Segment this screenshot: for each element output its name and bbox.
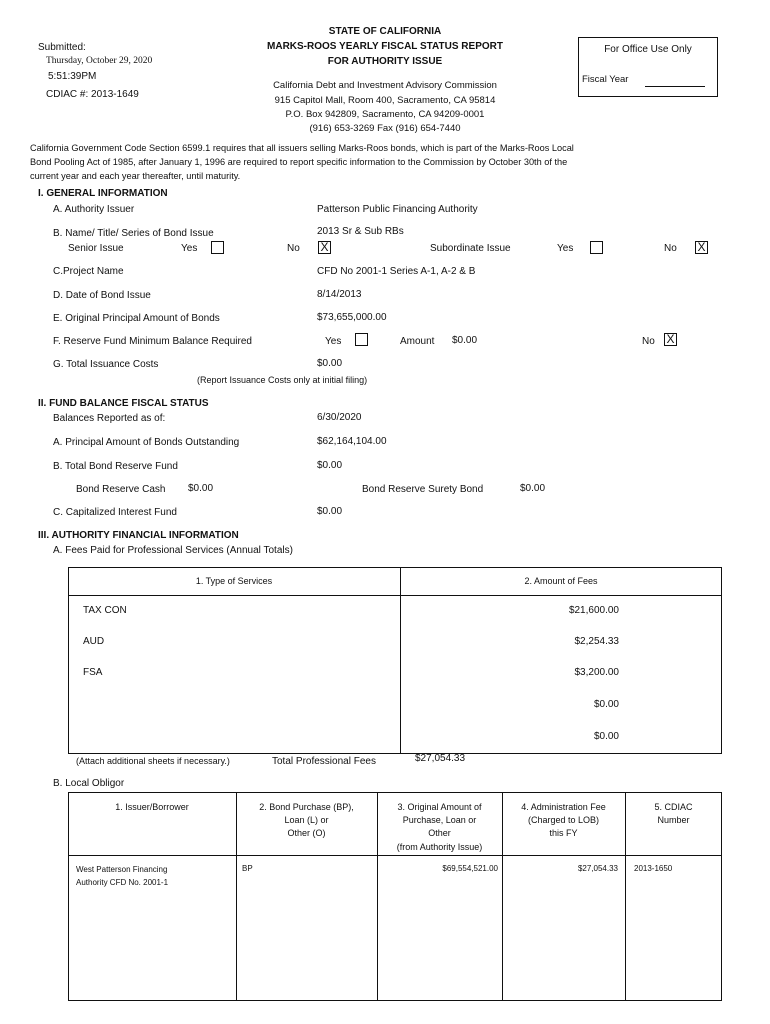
senior-issue-label: Senior Issue xyxy=(68,243,124,254)
cdiac-number: CDIAC #: 2013-1649 xyxy=(46,89,139,100)
title-authority-issue: FOR AUTHORITY ISSUE xyxy=(327,56,443,67)
submitted-date: Thursday, October 29, 2020 xyxy=(46,56,153,66)
fees-col-type-header: 1. Type of Services xyxy=(195,576,273,586)
issuance-costs-value: $0.00 xyxy=(317,358,343,369)
surety-bond-label: Bond Reserve Surety Bond xyxy=(362,484,484,495)
issuance-costs-note: (Report Issuance Costs only at initial filing) xyxy=(197,375,368,385)
senior-no-checkbox[interactable]: X xyxy=(318,241,331,254)
section1-heading: I. GENERAL INFORMATION xyxy=(38,188,168,199)
subordinate-issue-label: Subordinate Issue xyxy=(430,243,511,254)
submitted-time: 5:51:39PM xyxy=(48,71,97,82)
section2-heading: II. FUND BALANCE FISCAL STATUS xyxy=(38,398,209,409)
obligor-h-amount-4: (from Authority Issue) xyxy=(396,842,483,852)
attach-note: (Attach additional sheets if necessary.) xyxy=(76,756,230,766)
obligor-row-type: BP xyxy=(242,864,253,873)
fiscal-year-label: Fiscal Year xyxy=(582,74,629,85)
surety-bond-value: $0.00 xyxy=(520,483,546,494)
fee-row-service: FSA xyxy=(83,667,103,678)
obligor-h-issuer: 1. Issuer/Borrower xyxy=(115,802,189,812)
local-obligor-label: B. Local Obligor xyxy=(53,778,125,789)
obligor-row-fee: $27,054.33 xyxy=(577,864,618,873)
obligor-h-fee-2: (Charged to LOB) xyxy=(527,815,600,825)
intro-line3: current year and each year thereafter, until maturity. xyxy=(30,171,241,181)
authority-issuer-value: Patterson Public Financing Authority xyxy=(317,204,478,215)
subordinate-yes-label: Yes xyxy=(557,243,574,254)
title-report: MARKS-ROOS YEARLY FISCAL STATUS REPORT xyxy=(267,41,503,52)
bond-date-label: D. Date of Bond Issue xyxy=(53,290,151,301)
fee-row-service: AUD xyxy=(83,636,105,647)
fee-row-service: TAX CON xyxy=(83,605,127,616)
submitted-label: Submitted: xyxy=(38,42,86,53)
total-fees-value: $27,054.33 xyxy=(415,753,466,764)
obligor-h-fee-3: this FY xyxy=(549,828,578,838)
fees-col-amount-header: 2. Amount of Fees xyxy=(524,576,598,586)
principal-outstanding-label: A. Principal Amount of Bonds Outstanding xyxy=(53,437,240,448)
office-use-title: For Office Use Only xyxy=(604,44,692,55)
agency-address2: P.O. Box 942809, Sacramento, CA 94209-0001 xyxy=(285,109,485,120)
reserve-no-checkbox[interactable]: X xyxy=(664,333,677,346)
fees-table-header-line xyxy=(68,595,722,596)
intro-line1: California Government Code Section 6599.1 requires that all issuers selling Marks-Roos bonds, which is part of the Marks-Roos Local xyxy=(30,143,574,153)
principal-outstanding-value: $62,164,104.00 xyxy=(317,436,387,447)
fee-row-amount: $2,254.33 xyxy=(574,636,619,647)
reserve-yes-label: Yes xyxy=(325,336,342,347)
reserve-amount-value: $0.00 xyxy=(452,335,478,346)
obligor-h-cdiac-2: Number xyxy=(657,815,690,825)
obligor-h-type-1: 2. Bond Purchase (BP), xyxy=(259,802,354,812)
agency-address1: 915 Capitol Mall, Room 400, Sacramento, CA 95814 xyxy=(274,95,496,106)
fiscal-year-line xyxy=(645,86,705,87)
senior-yes-label: Yes xyxy=(181,243,198,254)
subordinate-yes-checkbox[interactable] xyxy=(590,241,603,254)
reserve-yes-checkbox[interactable] xyxy=(355,333,368,346)
obligor-h-amount-2: Purchase, Loan or xyxy=(402,815,477,825)
section3-heading: III. AUTHORITY FINANCIAL INFORMATION xyxy=(38,530,239,541)
balances-as-of-value: 6/30/2020 xyxy=(317,412,362,423)
reserve-cash-value: $0.00 xyxy=(188,483,214,494)
fee-row-amount: $0.00 xyxy=(593,731,619,742)
bond-reserve-fund-label: B. Total Bond Reserve Fund xyxy=(53,461,178,472)
agency-name: California Debt and Investment Advisory Commission xyxy=(273,80,497,91)
subordinate-no-label: No xyxy=(664,243,677,254)
total-fees-label: Total Professional Fees xyxy=(272,756,376,767)
title-state: STATE OF CALIFORNIA xyxy=(328,26,442,37)
fees-paid-label: A. Fees Paid for Professional Services (Annual Totals) xyxy=(53,545,293,556)
bond-name-label: B. Name/ Title/ Series of Bond Issue xyxy=(53,228,214,239)
obligor-row-amount: $69,554,521.00 xyxy=(442,864,498,873)
obligor-row-issuer-1: West Patterson Financing xyxy=(76,865,168,874)
reserve-no-label: No xyxy=(642,336,655,347)
issuance-costs-label: G. Total Issuance Costs xyxy=(53,359,159,370)
principal-amount-value: $73,655,000.00 xyxy=(317,312,387,323)
obligor-header-line xyxy=(68,855,722,856)
senior-no-label: No xyxy=(287,243,300,254)
agency-phone: (916) 653-3269 Fax (916) 654-7440 xyxy=(309,123,461,134)
obligor-row-cdiac: 2013-1650 xyxy=(634,864,673,873)
principal-amount-label: E. Original Principal Amount of Bonds xyxy=(53,313,220,324)
obligor-h-amount-1: 3. Original Amount of xyxy=(397,802,482,812)
authority-issuer-label: A. Authority Issuer xyxy=(53,204,135,215)
reserve-amount-label: Amount xyxy=(400,336,435,347)
reserve-fund-label: F. Reserve Fund Minimum Balance Required xyxy=(53,336,252,347)
obligor-row-issuer-2: Authority CFD No. 2001-1 xyxy=(76,878,169,887)
obligor-h-type-3: Other (O) xyxy=(287,828,326,838)
project-name-label: C.Project Name xyxy=(53,266,124,277)
intro-line2: Bond Pooling Act of 1985, after January 1, 1996 are required to report specific information to the Commission by October 30th of the xyxy=(30,157,568,167)
obligor-h-amount-3: Other xyxy=(428,828,451,838)
capitalized-interest-label: C. Capitalized Interest Fund xyxy=(53,507,177,518)
bond-reserve-fund-value: $0.00 xyxy=(317,460,343,471)
fee-row-amount: $21,600.00 xyxy=(568,605,619,616)
reserve-cash-label: Bond Reserve Cash xyxy=(76,484,166,495)
capitalized-interest-value: $0.00 xyxy=(317,506,343,517)
fee-row-amount: $0.00 xyxy=(593,699,619,710)
obligor-h-fee-1: 4. Administration Fee xyxy=(521,802,606,812)
project-name-value: CFD No 2001-1 Series A-1, A-2 & B xyxy=(317,266,476,277)
subordinate-no-checkbox[interactable]: X xyxy=(695,241,708,254)
fee-row-amount: $3,200.00 xyxy=(574,667,619,678)
obligor-h-cdiac-1: 5. CDIAC xyxy=(654,802,693,812)
senior-yes-checkbox[interactable] xyxy=(211,241,224,254)
balances-as-of-label: Balances Reported as of: xyxy=(53,413,166,424)
bond-date-value: 8/14/2013 xyxy=(317,289,362,300)
obligor-h-type-2: Loan (L) or xyxy=(284,815,329,825)
bond-name-value: 2013 Sr & Sub RBs xyxy=(317,226,404,237)
